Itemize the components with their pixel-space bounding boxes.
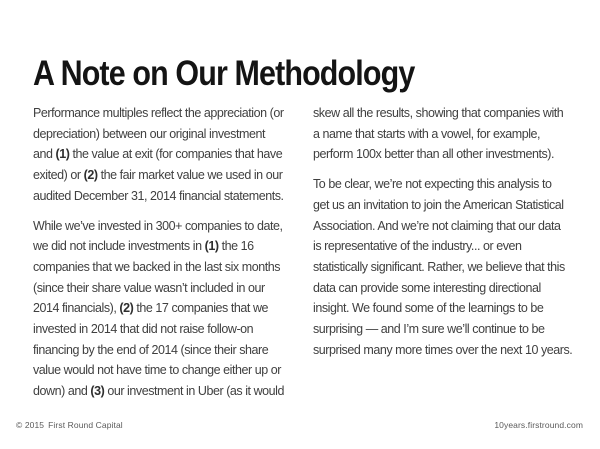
text-line: companies that we backed in the last six months [33, 259, 281, 274]
copyright-year: © 2015 [16, 420, 45, 430]
text-line: is representative of the industry... or even [313, 239, 522, 254]
text-line: invested in 2014 that did not raise follow-on [33, 322, 254, 337]
bold-marker: (2) [119, 301, 134, 316]
company-name: First Round Capital [48, 420, 123, 430]
text-line: While we’ve invested in 300+ companies to date, [33, 218, 283, 233]
text-line: (since their share value wasn’t included in our [33, 280, 265, 295]
text-line: depreciation) between our original investment [33, 126, 265, 141]
column-left [33, 103, 305, 402]
page-title: A Note on Our Methodology [33, 54, 415, 93]
text-line: get us an invitation to join the American Statistical [313, 197, 564, 212]
bold-marker: (3) [90, 384, 105, 399]
column-right [313, 103, 593, 360]
paragraph [313, 174, 593, 360]
text-line: value would not have time to change either up or [33, 363, 282, 378]
text-line: down) and (3) our investment in Uber (as it would [33, 384, 285, 399]
text-line: we did not include investments in (1) the 16 [33, 239, 254, 254]
text-line: To be clear, we’re not expecting this analysis to [313, 177, 552, 192]
footer-site-url: 10years.firstround.com [494, 420, 583, 430]
text-line: audited December 31, 2014 financial statements. [33, 188, 284, 203]
text-line: perform 100x better than all other investments). [313, 147, 555, 162]
paragraph [313, 103, 593, 165]
footer-copyright [16, 420, 123, 431]
text-line: a name that starts with a vowel, for example, [313, 126, 541, 141]
text-line: exited) or (2) the fair market value we used in our [33, 168, 283, 183]
text-line: financing by the end of 2014 (since their share [33, 342, 269, 357]
paragraph [33, 103, 305, 207]
text-line: surprised many more times over the next 10 years. [313, 342, 573, 357]
text-line: Association. And we’re not claiming that our data [313, 218, 561, 233]
text-line: insight. We found some of the learnings to be [313, 301, 544, 316]
text-line: skew all the results, showing that companies with [313, 106, 564, 120]
text-line: 2014 financials), (2) the 17 companies that we [33, 301, 269, 316]
bold-marker: (1) [55, 147, 70, 162]
text-line: and (1) the value at exit (for companies that have [33, 147, 283, 162]
text-line: Performance multiples reflect the appreciation (or [33, 106, 284, 120]
text-line: statistically significant. Rather, we believe that this [313, 259, 565, 274]
bold-marker: (2) [83, 168, 98, 183]
paragraph [33, 216, 305, 402]
bold-marker: (1) [204, 239, 219, 254]
text-line: surprising — and I’m sure we’ll continue to be [313, 322, 545, 337]
text-line: data can provide some interesting directional [313, 280, 541, 295]
